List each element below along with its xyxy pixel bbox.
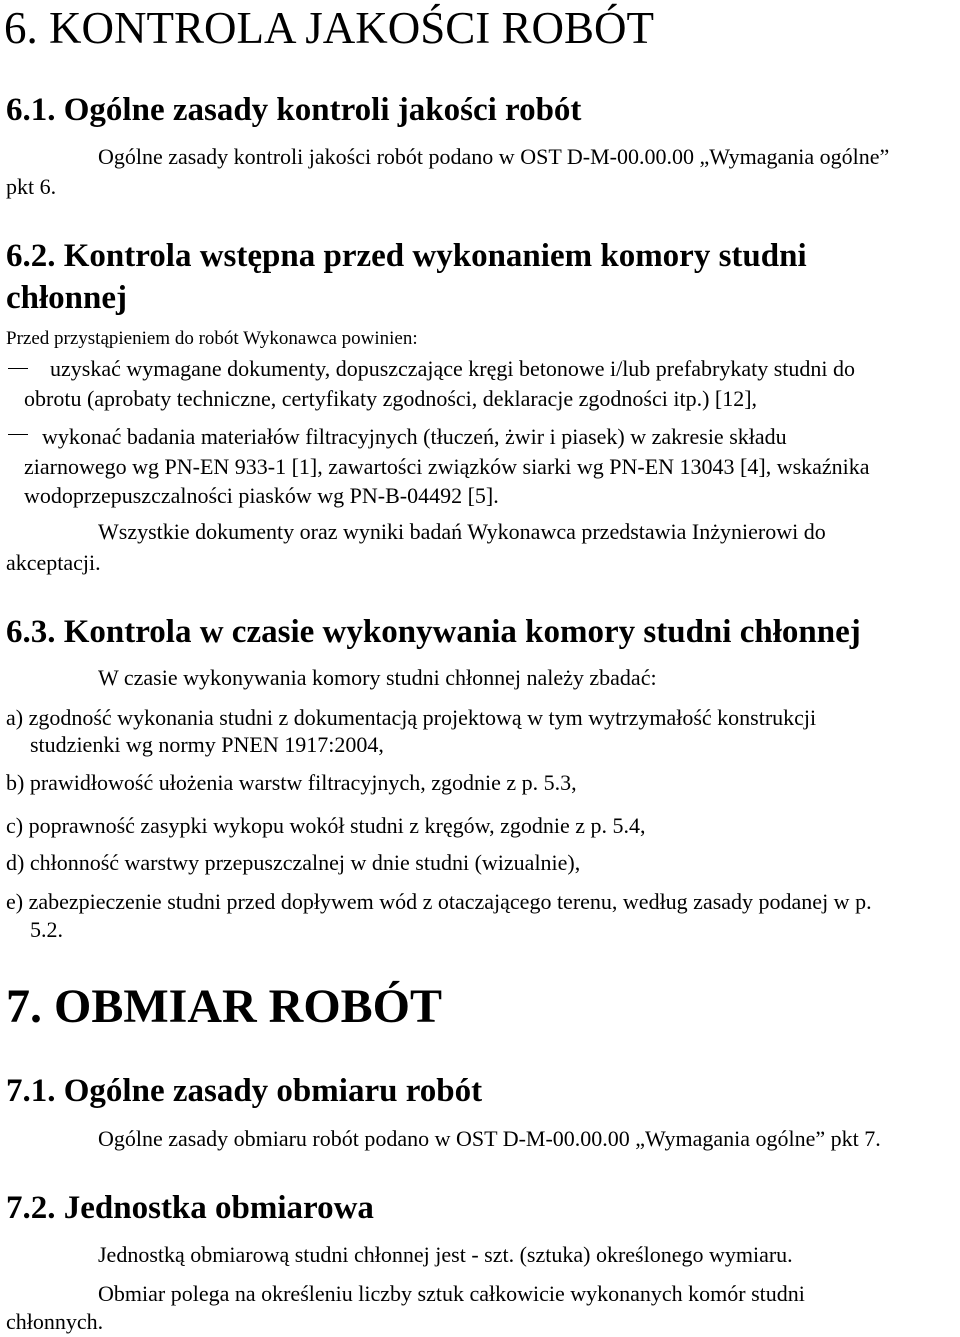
section-7-heading: 7. OBMIAR ROBÓT (6, 980, 443, 1033)
section-7-1-heading: 7.1. Ogólne zasady obmiaru robót (6, 1073, 483, 1109)
section-6-2-closing-line1: Wszystkie dokumenty oraz wyniki badań Wykonawca przedstawia Inżynierowi do (98, 519, 826, 544)
section-6-2-intro: Przed przystąpieniem do robót Wykonawca powinien: (6, 328, 418, 349)
section-7-2-paragraph-2-line1: Obmiar polega na określeniu liczby sztuk całkowicie wykonanych komór studni (98, 1281, 805, 1306)
section-6-3-item-c: c) poprawność zasypki wykopu wokół studni z kręgów, zgodnie z p. 5.4, (6, 813, 646, 838)
section-6-2-item1-line1: uzyskać wymagane dokumenty, dopuszczające kręgi betonowe i/lub prefabrykaty studni do (50, 356, 855, 381)
section-6-1-paragraph-line2: pkt 6. (6, 174, 57, 199)
section-6-2-item2-line3: wodoprzepuszczalności piasków wg PN-B-04492 [5]. (24, 483, 499, 508)
section-6-3-item-b: b) prawidłowość ułożenia warstw filtracyjnych, zgodnie z p. 5.3, (6, 770, 577, 795)
section-7-2-paragraph-1: Jednostką obmiarową studni chłonnej jest - szt. (sztuka) określonego wymiaru. (98, 1242, 793, 1267)
section-6-2-heading-line1: 6.2. Kontrola wstępna przed wykonaniem komory studni (6, 238, 807, 274)
section-6-2-item2-line2: ziarnowego wg PN-EN 933-1 [1], zawartości związków siarki wg PN-EN 13043 [4], wskaźnika (24, 454, 870, 479)
section-6-2-item1-line2: obrotu (aprobaty techniczne, certyfikaty zgodności, deklaracje zgodności itp.) [12], (24, 386, 758, 411)
section-6-1-paragraph-line1: Ogólne zasady kontroli jakości robót podano w OST D-M-00.00.00 „Wymagania ogólne” (98, 144, 890, 169)
section-6-3-item-a-line1: a) zgodność wykonania studni z dokumentacją projektową w tym wytrzymałość konstrukcji (6, 705, 817, 730)
section-6-3-item-e-line1: e) zabezpieczenie studni przed dopływem wód z otaczającego terenu, według zasady podanej w p. (6, 889, 872, 914)
list-dash-marker (8, 368, 28, 369)
section-6-heading: 6. KONTROLA JAKOŚCI ROBÓT (4, 3, 655, 53)
list-dash-marker (8, 434, 28, 435)
section-6-3-item-e-line2: 5.2. (30, 917, 63, 942)
section-6-3-item-d: d) chłonność warstwy przepuszczalnej w dnie studni (wizualnie), (6, 850, 581, 875)
section-7-2-heading: 7.2. Jednostka obmiarowa (6, 1190, 374, 1226)
section-6-2-closing-line2: akceptacji. (6, 550, 101, 575)
section-7-1-paragraph: Ogólne zasady obmiaru robót podano w OST D-M-00.00.00 „Wymagania ogólne” pkt 7. (98, 1126, 881, 1151)
section-6-3-item-a-line2: studzienki wg normy PNEN 1917:2004, (30, 732, 384, 757)
section-6-2-item2-line1: wykonać badania materiałów filtracyjnych (tłuczeń, żwir i piasek) w zakresie składu (42, 424, 787, 449)
section-7-2-paragraph-2-line2: chłonnych. (6, 1309, 104, 1334)
section-6-3-heading: 6.3. Kontrola w czasie wykonywania komory studni chłonnej (6, 614, 861, 650)
section-6-1-heading: 6.1. Ogólne zasady kontroli jakości robót (6, 92, 582, 128)
section-6-2-heading-line2: chłonnej (6, 280, 128, 316)
section-6-3-intro: W czasie wykonywania komory studni chłonnej należy zbadać: (98, 665, 657, 690)
